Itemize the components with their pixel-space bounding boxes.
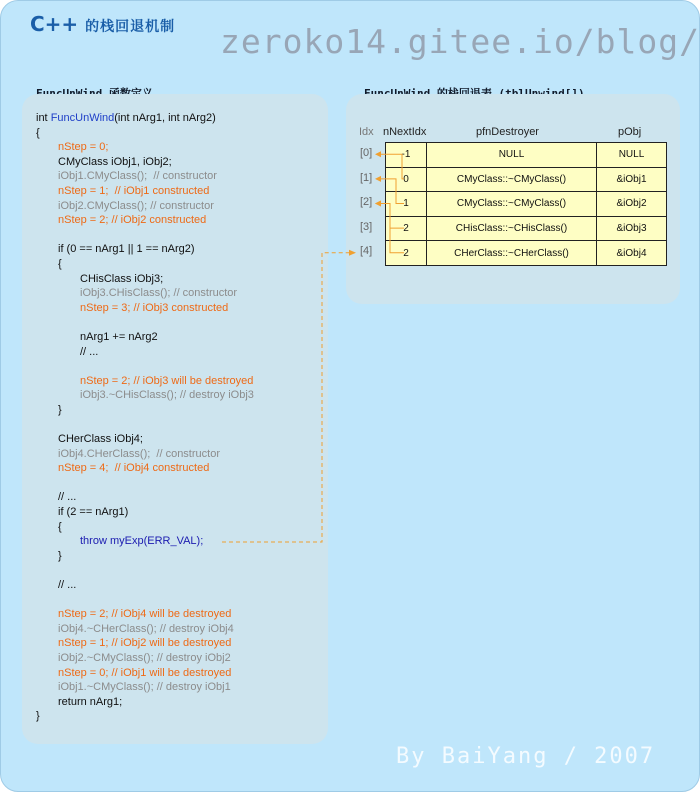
next-index-arrowhead (375, 176, 381, 182)
code-line: { (58, 257, 62, 270)
code-line: iObj2.CMyClass(); // constructor (58, 199, 214, 212)
table-cell-next: 1 (385, 191, 427, 217)
table-cell-destroyer: CMyClass::~CMyClass() (426, 167, 597, 193)
code-line: nStep = 2; // iObj3 will be destroyed (80, 374, 254, 387)
code-line: iObj3.CHisClass(); // constructor (80, 287, 238, 300)
table-cell-next: -1 (385, 142, 427, 168)
next-index-arrow (378, 204, 404, 229)
col-header-next-idx: nNextIdx (383, 126, 427, 138)
row-index: [2] (360, 196, 373, 209)
code-line: nStep = 3; // iObj3 constructed (80, 301, 229, 314)
code-line: { (58, 520, 62, 533)
code-line: nStep = 1; // iObj1 constructed (58, 184, 210, 197)
col-header-idx: Idx (359, 126, 374, 138)
table-cell-next: 2 (385, 216, 427, 242)
code-line: if (2 == nArg1) (58, 506, 129, 519)
code-line: iObj1.~CMyClass(); // destroy iObj1 (58, 681, 231, 694)
code-line: nStep = 2; // iObj2 constructed (58, 214, 207, 227)
code-line: nStep = 4; // iObj4 constructed (58, 462, 210, 475)
code-line: // ... (58, 491, 77, 504)
code-line: iObj2.~CMyClass(); // destroy iObj2 (58, 651, 231, 664)
throw-arrowhead (349, 250, 356, 256)
code-line: int FuncUnWind(int nArg1, int nArg2) (36, 112, 216, 124)
table-cell-obj: &iObj3 (596, 216, 667, 242)
row-index: [1] (360, 171, 373, 184)
table-cell-destroyer: NULL (426, 142, 597, 168)
row-index: [0] (360, 147, 373, 159)
code-line: if (0 == nArg1 || 1 == nArg2) (58, 243, 195, 256)
code-line: iObj3.~CHisClass(); // destroy iObj3 (80, 389, 254, 402)
code-line: } (36, 710, 40, 723)
code-line: nStep = 0; (58, 141, 109, 154)
code-line: return nArg1; (58, 695, 123, 708)
code-line: } (58, 549, 62, 562)
code-line: nArg1 += nArg2 (80, 330, 158, 343)
table-cell-destroyer: CHisClass::~CHisClass() (426, 216, 597, 242)
code-line: nStep = 0; // iObj1 will be destroyed (58, 666, 232, 679)
title-sub: 的栈回退机制 (85, 19, 176, 35)
byline: By BaiYang / 2007 (396, 744, 656, 769)
table-cell-obj: NULL (596, 142, 667, 168)
code-line: // ... (80, 345, 99, 358)
code-line: CMyClass iObj1, iObj2; (58, 155, 172, 168)
next-index-arrow (378, 179, 404, 204)
function-name: FuncUnWind (50, 112, 115, 124)
code-line: nStep = 2; // iObj4 will be destroyed (58, 608, 232, 621)
col-header-destroyer: pfnDestroyer (476, 126, 539, 138)
row-index: [3] (360, 220, 373, 233)
table-cell-obj: &iObj4 (596, 240, 667, 266)
next-index-arrow (378, 154, 404, 179)
col-header-obj: pObj (618, 126, 642, 138)
throw-arrow (222, 253, 352, 542)
code-line: iObj4.CHerClass(); // constructor (58, 447, 220, 460)
code-line: CHerClass iObj4; (58, 433, 143, 446)
code-line: { (36, 126, 40, 139)
blog-url: zeroko14.gitee.io/blog/ (220, 22, 700, 61)
table-cell-destroyer: CMyClass::~CMyClass() (426, 191, 597, 217)
row-index: [4] (360, 245, 373, 258)
next-index-arrowhead (375, 151, 381, 157)
code-line: } (58, 403, 62, 416)
title-main: C++ (30, 12, 79, 36)
table-cell-next: 0 (385, 167, 427, 193)
table-cell-obj: &iObj1 (596, 167, 667, 193)
table-cell-obj: &iObj2 (596, 191, 667, 217)
code-line: iObj1.CMyClass(); // constructor (58, 170, 217, 183)
code-line: nStep = 1; // iObj2 will be destroyed (58, 637, 232, 650)
code-line: iObj4.~CHerClass(); // destroy iObj4 (58, 622, 234, 635)
table-cell-destroyer: CHerClass::~CHerClass() (426, 240, 597, 266)
code-line: throw myExp(ERR_VAL); (80, 535, 204, 548)
code-line: // ... (58, 579, 77, 591)
next-index-arrowhead (375, 201, 381, 207)
code-line: CHisClass iObj3; (80, 272, 164, 285)
table-cell-next: 2 (385, 240, 427, 266)
